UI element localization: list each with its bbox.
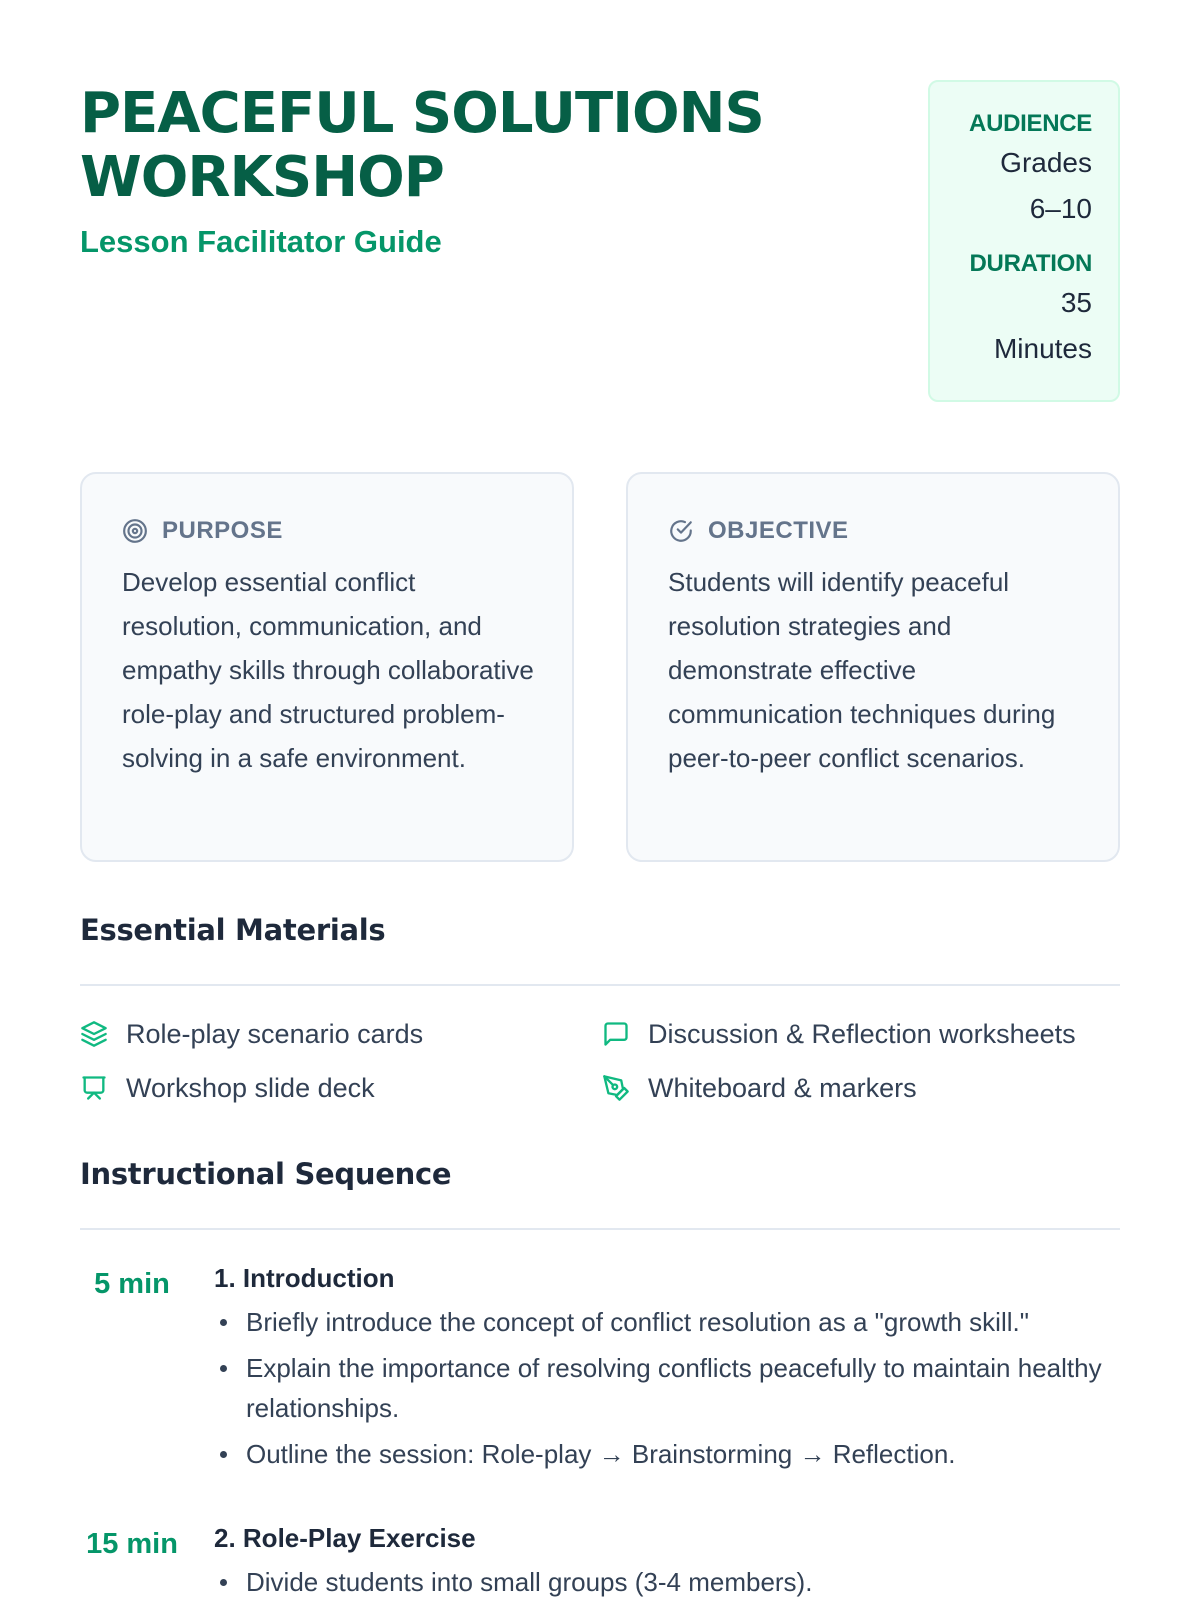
check-circle-icon [668,518,694,544]
lesson-guide-page [80,0,1120,1600]
sequence-divider [80,1228,1120,1230]
audience-label: AUDIENCE [969,110,1092,137]
purpose-label: PURPOSE [162,517,283,544]
materials-divider [80,984,1120,986]
pen-tool-icon [602,1074,630,1102]
step-time: 5 min [94,1268,170,1300]
purpose-card [80,472,574,862]
page-subtitle: Lesson Facilitator Guide [80,224,442,259]
list-item: Divide students into small groups (3-4 members). [214,1562,1120,1602]
lesson-meta-card [928,80,1120,402]
purpose-text: Develop essential conflict resolution, communication, and empathy skills through collaborative role-play and structured problem-solving in a safe environment. [122,567,534,773]
step-bullets [214,1562,1120,1602]
audience-value-line2: 6–10 [1029,193,1092,224]
duration-label: DURATION [969,250,1092,277]
sequence-title: Instructional Sequence [80,1157,452,1191]
material-label: Role-play scenario cards [126,1018,424,1049]
material-item [602,1014,1076,1054]
step-title: 2. Role-Play Exercise [214,1523,476,1553]
step-title: 1. Introduction [214,1263,395,1293]
step-time: 15 min [86,1528,178,1560]
material-label: Workshop slide deck [126,1072,375,1103]
materials-title: Essential Materials [80,913,386,947]
layers-icon [80,1020,108,1048]
material-label: Whiteboard & markers [648,1072,917,1103]
objective-card [626,472,1120,862]
target-icon [122,518,148,544]
objective-label: OBJECTIVE [708,517,849,544]
page-title: PEACEFUL SOLUTIONS WORKSHOP [80,81,764,210]
objective-text: Students will identify peaceful resolution strategies and demonstrate effective communication techniques during peer-to-peer conflict scenarios. [668,567,1056,773]
presentation-icon [80,1074,108,1102]
step-bullets [214,1302,1120,1474]
duration-value-line2: Minutes [993,333,1092,364]
list-item: Outline the session: Role-play → Brainstorming → Reflection. [214,1434,1120,1474]
list-item: Explain the importance of resolving conflicts peacefully to maintain healthy relationships. [214,1348,1120,1428]
material-item [602,1068,917,1108]
audience-value-line1: Grades [1000,147,1092,178]
material-label: Discussion & Reflection worksheets [648,1018,1076,1049]
duration-value-line1: 35 [1060,287,1092,318]
material-item [80,1068,375,1108]
message-square-icon [602,1020,630,1048]
list-item: Briefly introduce the concept of conflict resolution as a "growth skill." [214,1302,1120,1342]
material-item [80,1014,423,1054]
